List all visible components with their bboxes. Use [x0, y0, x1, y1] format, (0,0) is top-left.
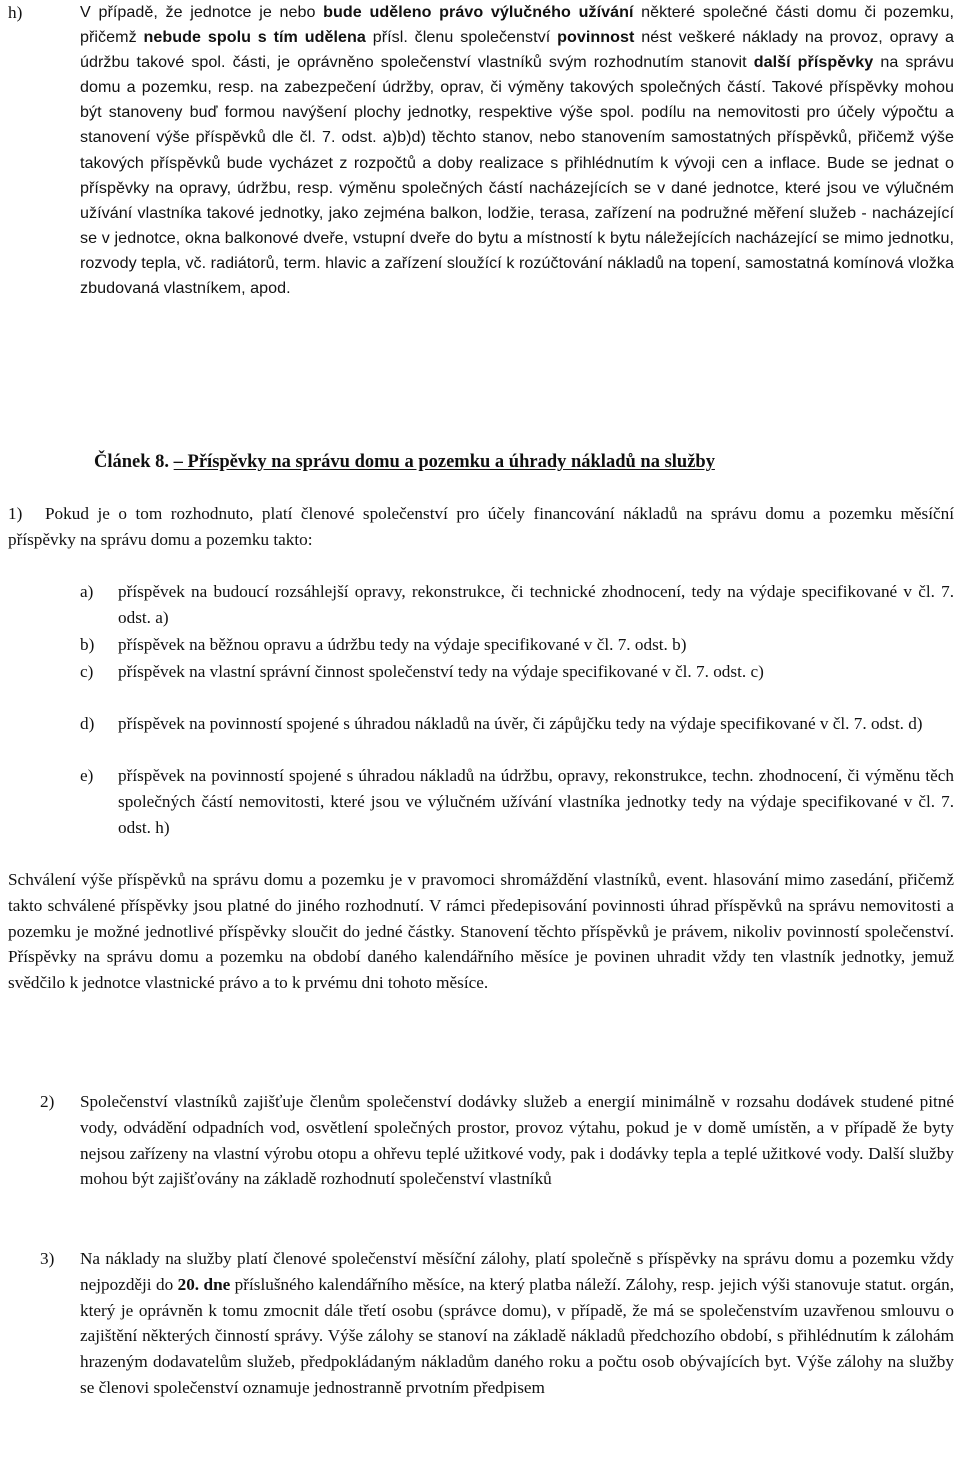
- p1-item-e-label: e): [80, 766, 94, 785]
- p1-item-d-text: příspěvek na povinností spojené s úhradou nákladů na úvěr, či zápůjčku tedy na výdaje specifikované v čl. 7. odst. d): [118, 714, 923, 733]
- body-text: nést veškeré náklady na provoz, opravy a údržbu takové spol. části, je oprávněno společenství vlastníků svým rozhodnutím stanovit: [80, 28, 954, 72]
- p1-item-c-label: c): [80, 662, 94, 681]
- p1-item-d-label: d): [80, 714, 95, 733]
- body-text: na správu domu a pozemku, resp. na zabezpečení údržby, oprav, či výměny takových společných částí.: [80, 53, 954, 97]
- approval-paragraph: Schválení výše příspěvků na správu domu a pozemku je v pravomoci shromáždění vlastníků, event. hlasování mimo zasedání, přičemž takto schválené příspěvky jsou platné do jiného rozhodnutí. V rámci předepisování povinnosti úhrad příspěvků na správu nemovitosti a pozemku je možné jednotlivé příspěvky sloučit do jedné částky. Stanovení těchto příspěvků je právem, nikoliv povinností společenství. Příspěvky na správu domu a pozemku na období daného kalendářního měsíce je povinen uhradit vždy ten vlastník jednotky, jemuž svědčilo k jednotce vlastnické právo a to k prvému dni tohoto měsíce.: [8, 870, 954, 993]
- emphasis-text: další příspěvky: [753, 53, 874, 72]
- p2-label: 2): [40, 1092, 55, 1111]
- p3-text: [80, 1246, 954, 1401]
- p3-text-end: příslušného kalendářního měsíce, na který platba náleží. Zálohy, resp. jejich výši stanovuje statut. orgán, který je oprávněn k tomu zmocnit dále třetí osobu (správce domu), v případě, že má se společenstvím uzavřenou smlouvu o zajištění některých činností správy. Výše zálohy se stanoví na základě nákladů předchozího období, s přihlédnutím k zálohám hrazeným dodavatelům služeb, předpokládaným nákladům daného roku a počtu osob obývajících byt. Výše zálohy na služby se členovi společenství oznamuje jednostranně prvotním předpisem: [80, 1274, 955, 1397]
- article-heading: Článek 8. – Příspěvky na správu domu a pozemku a úhrady nákladů na služby: [94, 452, 715, 472]
- emphasis-text: nebude spolu s tím udělena: [143, 28, 366, 47]
- item-h-label: h): [8, 3, 23, 22]
- body-text: přísl. členu společenství: [365, 28, 558, 47]
- p3-deadline: 20. dne: [177, 1274, 231, 1294]
- body-text: některé společné části domu či pozemku, přičemž: [80, 3, 954, 47]
- p1-item-a-text: příspěvek na budoucí rozsáhlejší opravy, rekonstrukce, či technické zhodnocení, tedy na výdaje specifikované v čl. 7. odst. a): [118, 582, 954, 627]
- p1-item-c-text: příspěvek na vlastní správní činnost společenství tedy na výdaje specifikované v čl. 7. odst. c): [118, 662, 764, 681]
- p2-text: Společenství vlastníků zajišťuje členům společenství dodávky služeb a energií minimálně v rozsahu dodávek studené pitné vody, odvádění odpadních vod, osvětlení společných prostor, provoz výtahu, pokud je v domě umístěn, a v případě že byty nejsou zařízeny na vlastní výrobu otopu a ohřevu teplé užitkové vody, pak i dodávky tepla a teplé užitkové vody. Další služby mohou být zajišťovány na základě rozhodnutí společenství vlastníků: [80, 1092, 954, 1189]
- emphasis-text: bude uděleno právo výlučného užívání: [323, 3, 634, 21]
- p1-text: Pokud je o tom rozhodnuto, platí členové společenství pro účely financování nákladů na správu domu a pozemku měsíční příspěvky na správu domu a pozemku takto:: [8, 504, 954, 549]
- item-h-text: [80, 0, 954, 301]
- p1-item-a-label: a): [80, 582, 94, 601]
- p1-item-e-text: příspěvek na povinností spojené s úhradou nákladů na údržbu, opravy, rekonstrukce, techn. zhodnocení, či výměnu těch společných částí nemovitosti, které jsou ve výlučném užívání vlastníka jednotky tedy na výdaje specifikované v čl. 7. odst. h): [118, 766, 954, 837]
- article-number: Článek 8.: [94, 452, 170, 472]
- p1-label: 1): [8, 504, 23, 523]
- article-title: Příspěvky na správu domu a pozemku a úhrady nákladů na služby: [187, 452, 715, 472]
- body-text: Takové příspěvky mohou být stanoveny buď formou navýšení plochy jednotky, respektive výše spol. podílu na nemovitosti pro účely výpočtu a stanovení výše příspěvků dle čl. 7. odst. a)b)d) těchto stanov, nebo stanovením samostatných příspěvků, přičemž výše takových příspěvků bude vycházet z rozpočtů a doby realizace s přihlédnutím k vývoji cen a inflace. Bude se jednat o příspěvky na opravy, údržbu, resp. výměnu společných částí nacházejících se v dané jednotce, které jsou ve výlučném užívání vlastníka takové jednotky, jako zejména balkon, lodžie, terasa, zařízení na podružné měření služeb - nacházející se v jednotce, okna balkonové dveře, vstupní dveře do bytu a místností k bytu náležejících nacházející se mimo jednotku, rozvody tepla, vč. radiátorů, term. hlavic a zařízení sloužící k rozúčtování nákladů na topení, samostatná komínová vložka zbudovaná vlastníkem, apod.: [80, 78, 955, 298]
- body-text: V případě, že jednotce je nebo: [80, 3, 324, 21]
- p1-item-b-label: b): [80, 635, 95, 654]
- p3-text-start: Na náklady na služby platí členové společenství měsíční zálohy, platí společně s příspěvky na správu domu a pozemku vždy nejpozději do: [80, 1249, 954, 1294]
- p1-item-b-text: příspěvek na běžnou opravu a údržbu tedy na výdaje specifikované v čl. 7. odst. b): [118, 635, 687, 654]
- p3-label: 3): [40, 1249, 55, 1268]
- emphasis-text: povinnost: [557, 28, 635, 47]
